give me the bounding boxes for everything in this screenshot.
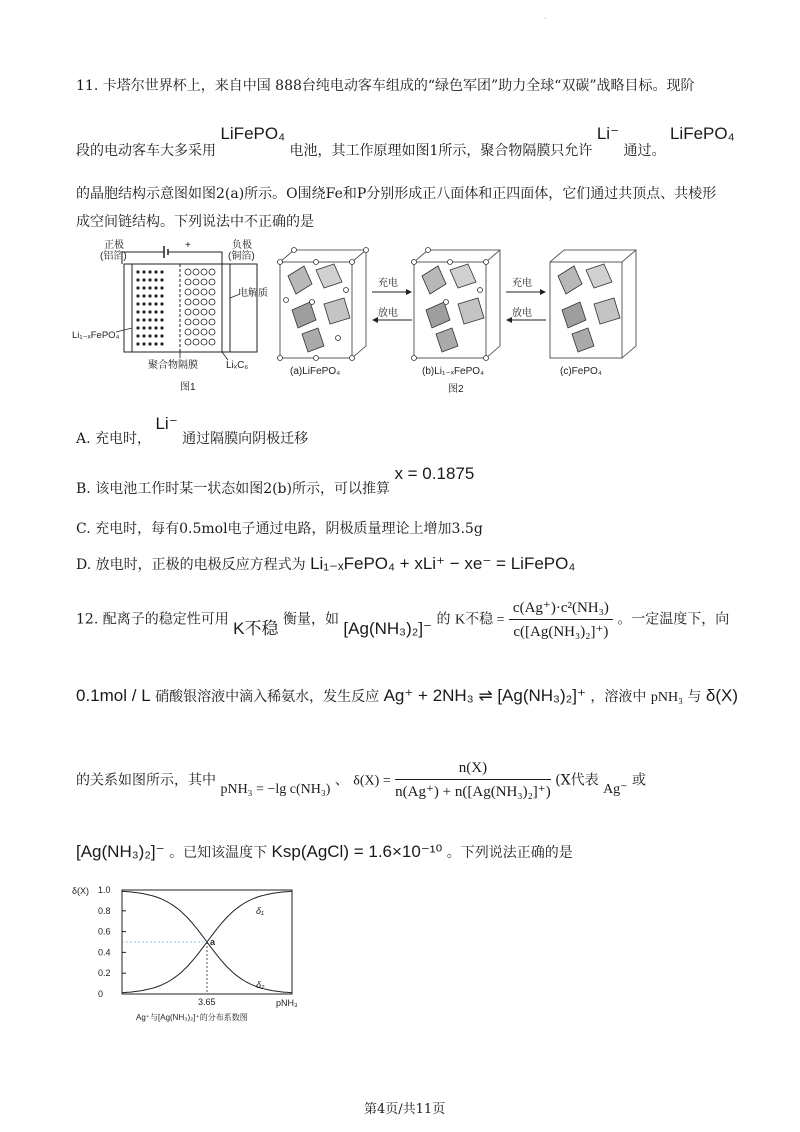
fig1-electrolyte: 电解质	[238, 288, 268, 299]
q12-delta-numerator: n(X)	[395, 760, 551, 780]
fig1-caption: 图1	[180, 382, 196, 393]
x-tick-label: 3.65	[198, 997, 216, 1007]
q12-k-eq: K不稳 =	[454, 612, 505, 628]
q11-option-b	[76, 464, 475, 497]
q11-line2	[76, 124, 735, 159]
q12-l1-b: 衡量，如	[282, 611, 339, 628]
fig2-charge-2: 充电	[512, 278, 532, 289]
y-tick-label: 0.6	[98, 926, 111, 937]
q12-k-numerator: c(Ag⁺)·c²(NH₃)	[509, 598, 613, 620]
fig1-zhengji: 正极	[104, 240, 124, 251]
q12-delta: δ(X)	[705, 686, 738, 705]
fig2-label-a: (a)LiFePO₄	[290, 366, 341, 377]
distribution-chart	[72, 880, 312, 1030]
q11-option-d	[76, 554, 575, 574]
cell-a	[278, 248, 369, 361]
page-number: 第4页/共11页	[364, 1102, 446, 1117]
q12-l1-a: 12. 配离子的稳定性可用	[76, 611, 229, 628]
q12-reaction: Ag⁺ + 2NH₃ ⇌ [Ag(NH₃)₂]⁺	[383, 686, 586, 705]
fig2-label-b: (b)Li₁₋ₓFePO₄	[422, 366, 485, 377]
q12-pnh3: pNH₃	[650, 690, 683, 705]
q11-line4: 成空间链结构。下列说法中不正确的是	[76, 214, 314, 230]
q12-l2-d: 与	[687, 689, 702, 705]
q11-li-ion: Li⁻	[596, 124, 620, 143]
y-tick-label: 0.4	[98, 947, 111, 958]
q12-delta-fraction	[395, 760, 551, 801]
option-b-text: B. 该电池工作时某一状态如图2(b)所示，可以推算	[76, 481, 390, 497]
q12-ag: Ag⁻	[603, 781, 628, 797]
q12-ion: [Ag(NH₃)₂]⁻	[343, 618, 433, 638]
figure1-battery	[72, 238, 272, 398]
q12-l1-d: 。一定温度下，向	[617, 611, 730, 628]
fig2-label-c: (c)FePO₄	[560, 366, 602, 377]
option-d-formula: Li₁₋ₓFePO₄ + xLi⁺ − xe⁻ = LiFePO₄	[310, 554, 576, 573]
q12-k-denominator: c([Ag(NH₃)₂]⁺)	[513, 624, 609, 640]
q12-l3-sep: 、	[334, 772, 349, 789]
option-d-text: D. 放电时，正极的电极反应方程式为	[76, 557, 306, 573]
q12-line4	[76, 842, 573, 862]
fig1-fuji: 负极	[232, 240, 252, 251]
q11-line1: 11. 卡塔尔世界杯上，来自中国 888台纯电动客车组成的“绿色军团”助力全球“双碳”战略目标。现阶	[76, 78, 695, 94]
q12-line3	[76, 760, 646, 801]
q12-ion-2: [Ag(NH₃)₂]⁻	[76, 842, 165, 861]
q12-line2	[76, 686, 738, 706]
cell-b	[412, 248, 501, 361]
q12-l3-b: (X代表	[555, 772, 599, 789]
option-a-text1: A. 充电时，	[76, 431, 152, 447]
q12-line1	[76, 598, 729, 641]
q11-formula-lifepo4-2: LiFePO₄	[669, 124, 735, 143]
y-tick-label: 1.0	[98, 885, 111, 895]
y-tick-label: 0.2	[98, 968, 111, 979]
fig1-zhengji-sub: (铝箔)	[100, 251, 127, 262]
series-label-2: δ₂	[256, 980, 265, 990]
chart-ylabel: δ(X)	[72, 886, 90, 896]
q11-option-a	[76, 414, 309, 447]
y-tick-label: 0.8	[98, 905, 111, 916]
q12-delta-def: δ(X) =	[353, 773, 391, 789]
series-label-1: δ₁	[256, 906, 264, 916]
q12-pnh3-def: pNH₃ = −lg c(NH₃)	[220, 781, 331, 797]
fig2-caption: 图2	[448, 384, 464, 395]
q12-k-fraction	[509, 598, 613, 641]
chart-caption: Ag⁺与[Ag(NH₃)₂]⁺的分布系数图	[136, 1013, 248, 1022]
q11-line3: 的晶胞结构示意图如图2(a)所示。O围绕Fe和P分别形成正八面体和正四面体，它们通过共顶点、共棱形	[76, 186, 717, 202]
q11-formula-lifepo4: LiFePO₄	[220, 124, 286, 143]
q12-l3-a: 的关系如图所示，其中	[76, 772, 216, 789]
q12-delta-denominator: n(Ag⁺) + n([Ag(NH₃)₂]⁺)	[395, 784, 551, 800]
q11-line2-c: 通过。	[623, 143, 666, 159]
fig2-discharge-1: 放电	[378, 308, 398, 319]
fig1-cathode: Li₁₋ₓFePO₄	[72, 330, 120, 341]
q12-ksp: Ksp(AgCl) = 1.6×10⁻¹⁰	[271, 842, 443, 861]
q12-k-unstable: K不稳	[233, 618, 279, 638]
option-a-text2: 通过隔膜向阴极迁移	[182, 431, 309, 447]
figure2-crystal	[272, 240, 642, 400]
q11-line2-a: 段的电动客车大多采用	[76, 143, 216, 159]
fig2-charge-1: 充电	[378, 278, 398, 289]
q12-l2-c: ，溶液中	[590, 689, 647, 705]
cell-c	[550, 250, 636, 358]
corner-mark: ·	[544, 14, 547, 23]
fig2-discharge-2: 放电	[512, 308, 532, 319]
y-tick-label: 0	[98, 989, 104, 999]
point-a-label: a	[210, 937, 216, 947]
fig1-fuji-sub: (铜箔)	[228, 251, 255, 262]
fig1-separator: 聚合物隔膜	[148, 360, 198, 371]
chart-xlabel: pNH₃	[276, 998, 298, 1008]
option-b-formula: x = 0.1875	[394, 464, 475, 483]
q12-l3-c: 或	[632, 772, 647, 789]
q12-l1-c: 的	[436, 611, 451, 628]
fig1-plus: +	[185, 240, 191, 251]
q12-l4-b: 。下列说法正确的是	[446, 845, 573, 861]
q12-conc: 0.1mol / L	[76, 686, 151, 705]
fig1-anode: LiₓC₆	[226, 360, 249, 371]
q12-l2-b: 硝酸银溶液中滴入稀氨水，发生反应	[155, 689, 380, 705]
option-a-li: Li⁻	[155, 414, 178, 433]
q12-l4-a: 。已知该温度下	[169, 845, 268, 861]
q11-line2-b: 电池，其工作原理如图1所示，聚合物隔膜只允许	[289, 143, 593, 159]
q11-option-c: C. 充电时，每有0.5mol电子通过电路，阴极质量理论上增加3.5g	[76, 521, 483, 537]
